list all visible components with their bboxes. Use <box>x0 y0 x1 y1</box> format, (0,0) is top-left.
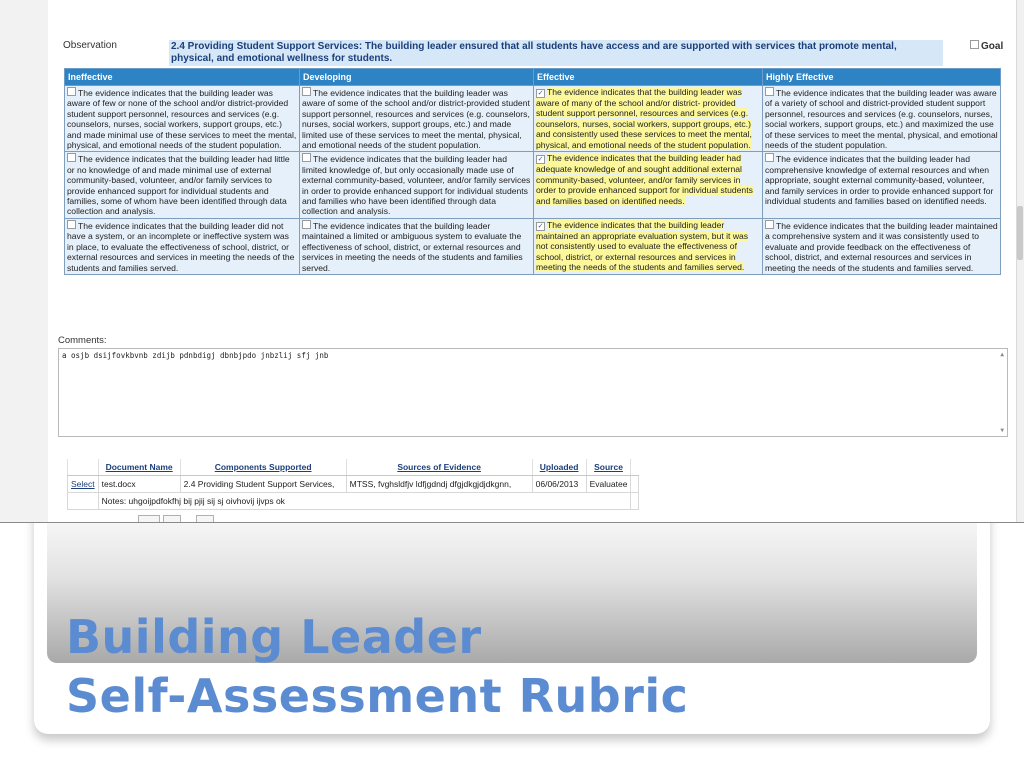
slide-title <box>66 608 688 726</box>
rubric-checkbox[interactable] <box>302 87 311 96</box>
textarea-scroll-down-icon[interactable]: ▼ <box>1000 427 1004 434</box>
rubric-checkbox[interactable] <box>765 220 774 229</box>
document-source: Evaluatee <box>586 476 631 493</box>
document-components: 2.4 Providing Student Support Services, <box>180 476 346 493</box>
rubric-row <box>65 86 1001 152</box>
rubric-row <box>65 218 1001 274</box>
rubric-descriptor: The evidence indicates that the building leader was aware of few or none of the school and/or district-provided student support personnel, resources and services (e.g. counselors, nurses, social workers, support groups, etc.) and made minimal use of these services to meet the mental, physical, and emotional needs of the student population. <box>67 88 297 151</box>
observation-label: Observation <box>63 40 117 51</box>
document-row <box>68 476 639 493</box>
scrollbar-thumb[interactable] <box>1017 206 1023 260</box>
rubric-checkbox[interactable] <box>302 153 311 162</box>
documents-header-source[interactable]: Source <box>586 459 631 476</box>
rubric-header-developing: Developing <box>300 69 534 86</box>
rubric-cell-highly-effective <box>763 218 1001 274</box>
rubric-table <box>64 68 1001 275</box>
rubric-descriptor: The evidence indicates that the building leader was aware of many of the school and/or district- provided student support personnel, resources and services (e.g. counselors, nurses, social workers, support groups, etc.) and consistently used these services to meet the mental, physical, and emotional needs of the student population. <box>536 87 752 150</box>
rubric-descriptor: The evidence indicates that the building leader had adequate knowledge of and sought additional external community-based, volunteer, and/or family services in order to provide enhanced support for individual students and families based on identified needs. <box>536 153 753 206</box>
checked-checkbox[interactable]: ✓ <box>537 156 544 164</box>
document-sources: MTSS, fvghsldfjv ldfjgdndj dfgjdkgjdjdkgnn, <box>346 476 532 493</box>
textarea-scroll-up-icon[interactable]: ▲ <box>1000 351 1004 358</box>
rubric-checkbox[interactable] <box>67 153 76 162</box>
rubric-checkbox[interactable] <box>67 220 76 229</box>
rubric-header-effective: Effective <box>534 69 763 86</box>
checked-checkbox[interactable]: ✓ <box>537 222 544 230</box>
rubric-descriptor: The evidence indicates that the building leader did not have a system, or an incomplete or ineffective system was in place, to evaluate the effectiveness of school, district, or external resources and services in meeting the needs of the students and families served. <box>67 220 295 273</box>
rubric-cell-ineffective <box>65 86 300 152</box>
rubric-cell-ineffective <box>65 152 300 218</box>
rubric-cell-developing <box>300 86 534 152</box>
rubric-cell-developing <box>300 152 534 218</box>
document-notes-row <box>68 493 639 510</box>
documents-header-components[interactable]: Components Supported <box>180 459 346 476</box>
rubric-header-row <box>65 69 1001 86</box>
goal-label: Goal <box>981 41 1004 52</box>
checked-checkbox[interactable]: ✓ <box>537 90 544 97</box>
rubric-cell-highly-effective <box>763 152 1001 218</box>
rubric-descriptor: The evidence indicates that the building leader had comprehensive knowledge of external resources and when appropriate, sought external community-based, volunteer, and family services in order to provide enhanced support for individual students and families based on identified needs. <box>765 154 994 207</box>
documents-table <box>67 459 639 510</box>
documents-header-row <box>68 459 639 476</box>
slide-title-line-2: Self-Assessment Rubric <box>66 669 689 723</box>
documents-header-end <box>631 459 639 476</box>
rubric-checkbox[interactable] <box>765 153 774 162</box>
rubric-descriptor: The evidence indicates that the building leader had little or no knowledge of and made minimal use of external community-based, volunteer, and/or family services to provide enhanced support for individual students and families, some of whom have been identified through data collection and analysis. <box>67 154 290 217</box>
select-document-link[interactable]: Select <box>71 479 95 489</box>
rubric-cell-ineffective <box>65 218 300 274</box>
document-uploaded: 06/06/2013 <box>532 476 586 493</box>
slide-title-line-1: Building Leader <box>66 610 482 664</box>
comments-textarea[interactable] <box>58 348 1008 437</box>
rubric-descriptor: The evidence indicates that the building leader maintained a limited or ambiguous system to evaluate the effectiveness of school, district, or external resources and services in meeting the needs of the students and families served. <box>302 220 523 273</box>
document-notes: Notes: uhgoijpdfokfhj bij pjij sij sj oivhovij ijvps ok <box>98 493 631 510</box>
documents-header-name[interactable]: Document Name <box>98 459 180 476</box>
documents-header-sources[interactable]: Sources of Evidence <box>346 459 532 476</box>
rubric-checkbox[interactable] <box>302 220 311 229</box>
pager-controls <box>68 514 228 522</box>
rubric-checkbox[interactable] <box>765 87 774 96</box>
rubric-descriptor: The evidence indicates that the building leader had limited knowledge of, but only occasionally made use of external community-based, volunteer, and/or family services in order to provide enhanced support for individual students and families who have been identified through data collection and analysis. <box>302 154 531 217</box>
rubric-descriptor: The evidence indicates that the building leader was aware of a variety of school and district-provided student support personnel, resources and services (e.g. counselors, nurses, social workers, support groups, etc.) and maximized the use of these services to meet the mental, physical, and emotional needs of the student population. <box>765 88 998 151</box>
rubric-body <box>65 86 1001 275</box>
comments-text: a osjb dsijfovkbvnb zdijb pdnbdigj dbnbjpdo jnbzlij sfj jnb <box>62 351 329 360</box>
rubric-descriptor: The evidence indicates that the building leader maintained an appropriate evaluation system, but it was not consistently used to evaluate the effectiveness of school, district, or external resources and services in meeting the needs of the students and families served. <box>536 219 749 273</box>
rubric-cell-effective <box>534 152 763 218</box>
documents-header-uploaded[interactable]: Uploaded <box>532 459 586 476</box>
rubric-cell-effective <box>534 86 763 152</box>
page-size-select[interactable] <box>138 515 160 522</box>
rubric-header-ineffective: Ineffective <box>65 69 300 86</box>
documents-header-select <box>68 459 99 476</box>
goal-toggle[interactable] <box>970 40 1003 52</box>
document-name: test.docx <box>98 476 180 493</box>
rubric-checkbox[interactable] <box>67 87 76 96</box>
rubric-row <box>65 152 1001 218</box>
rubric-descriptor: The evidence indicates that the building leader was aware of some of the school and/or district-provided student support personnel, resources and services (e.g. counselors, nurses, social workers, support groups, etc.) and made limited use of these services to meet the mental, physical, and emotional needs of the student population. <box>302 88 530 151</box>
rubric-header-highly-effective: Highly Effective <box>763 69 1001 86</box>
page-go-button[interactable] <box>163 515 181 522</box>
page-next-button[interactable] <box>196 515 214 522</box>
rubric-cell-effective <box>534 218 763 274</box>
rubric-descriptor: The evidence indicates that the building leader maintained a comprehensive system and it was consistently used to evaluate and provide feedback on the effectiveness of school, district, and external resources and services in meeting the needs of the students and families served. <box>765 220 998 273</box>
standard-title: 2.4 Providing Student Support Services: The building leader ensured that all students have access and are supported with services that promote mental, physical, and emotional wellness for students. <box>169 40 943 66</box>
goal-checkbox[interactable] <box>970 40 979 49</box>
rubric-cell-highly-effective <box>763 86 1001 152</box>
vertical-scrollbar[interactable] <box>1016 0 1024 522</box>
rubric-cell-developing <box>300 218 534 274</box>
comments-label: Comments: <box>58 335 107 346</box>
